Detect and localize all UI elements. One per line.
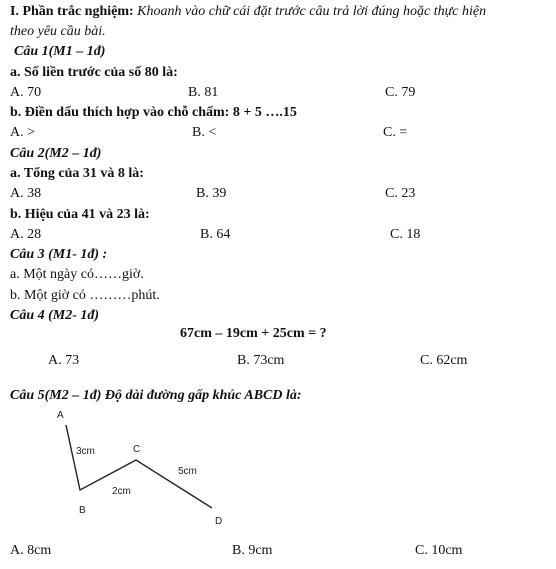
segment-cd-length: 5cm [178,466,197,477]
q1-a-option-c[interactable]: C. 79 [385,85,416,100]
point-a-label: A [57,410,64,421]
q2-b-prompt: b. Hiệu của 41 và 23 là: [10,207,150,222]
point-b-label: B [79,505,86,516]
point-d-label: D [215,516,223,527]
section-heading: I. Phần trắc nghiệm: [10,4,134,19]
q1-b-option-a[interactable]: A. > [10,125,36,140]
segment-ab-length: 3cm [76,446,95,457]
q4-title: Câu 4 (M2- 1đ) [10,308,100,323]
q3-title: Câu 3 (M1- 1đ) : [10,247,108,262]
q5-option-c[interactable]: C. 10cm [415,543,463,558]
q1-b-option-b[interactable]: B. < [192,125,217,140]
q1-a-prompt: a. Số liền trước của số 80 là: [10,65,178,80]
instruction-text: Khoanh vào chữ cái đặt trước câu trả lời đúng hoặc thực hiện [137,4,487,19]
polyline-figure [0,400,260,530]
q2-b-option-c[interactable]: C. 18 [390,227,421,242]
q3-a-text: a. Một ngày có……giờ. [10,267,144,282]
q2-a-option-b[interactable]: B. 39 [196,186,227,201]
q1-a-option-a[interactable]: A. 70 [10,85,42,100]
q1-b-option-c[interactable]: C. = [383,125,408,140]
q5-title: Câu 5(M2 – 1đ) Độ dài đường gấp khúc ABCD là: [10,388,302,403]
q4-option-a[interactable]: A. 73 [48,353,80,368]
point-c-label: C [133,444,141,455]
q1-a-option-b[interactable]: B. 81 [188,85,219,100]
q2-a-option-c[interactable]: C. 23 [385,186,416,201]
segment-bc-length: 2cm [112,486,131,497]
q5-option-b[interactable]: B. 9cm [232,543,273,558]
q5-option-a[interactable]: A. 8cm [10,543,52,558]
q2-a-prompt: a. Tổng của 31 và 8 là: [10,166,144,181]
q3-b-text: b. Một giờ có ………phút. [10,288,160,303]
q4-option-c[interactable]: C. 62cm [420,353,468,368]
q2-b-option-a[interactable]: A. 28 [10,227,42,242]
q1-b-prompt: b. Điền dấu thích hợp vào chỗ chấm: 8 + 5 ….15 [10,105,297,120]
q1-title: Câu 1(M1 – 1đ) [14,44,106,59]
q4-option-b[interactable]: B. 73cm [237,353,285,368]
section-heading-line [10,4,486,20]
q2-b-option-b[interactable]: B. 64 [200,227,231,242]
q2-a-option-a[interactable]: A. 38 [10,186,42,201]
q4-expression: 67cm – 19cm + 25cm = ? [180,326,327,341]
instruction-text-cont: theo yêu cầu bài. [10,24,106,39]
q2-title: Câu 2(M2 – 1đ) [10,146,102,161]
